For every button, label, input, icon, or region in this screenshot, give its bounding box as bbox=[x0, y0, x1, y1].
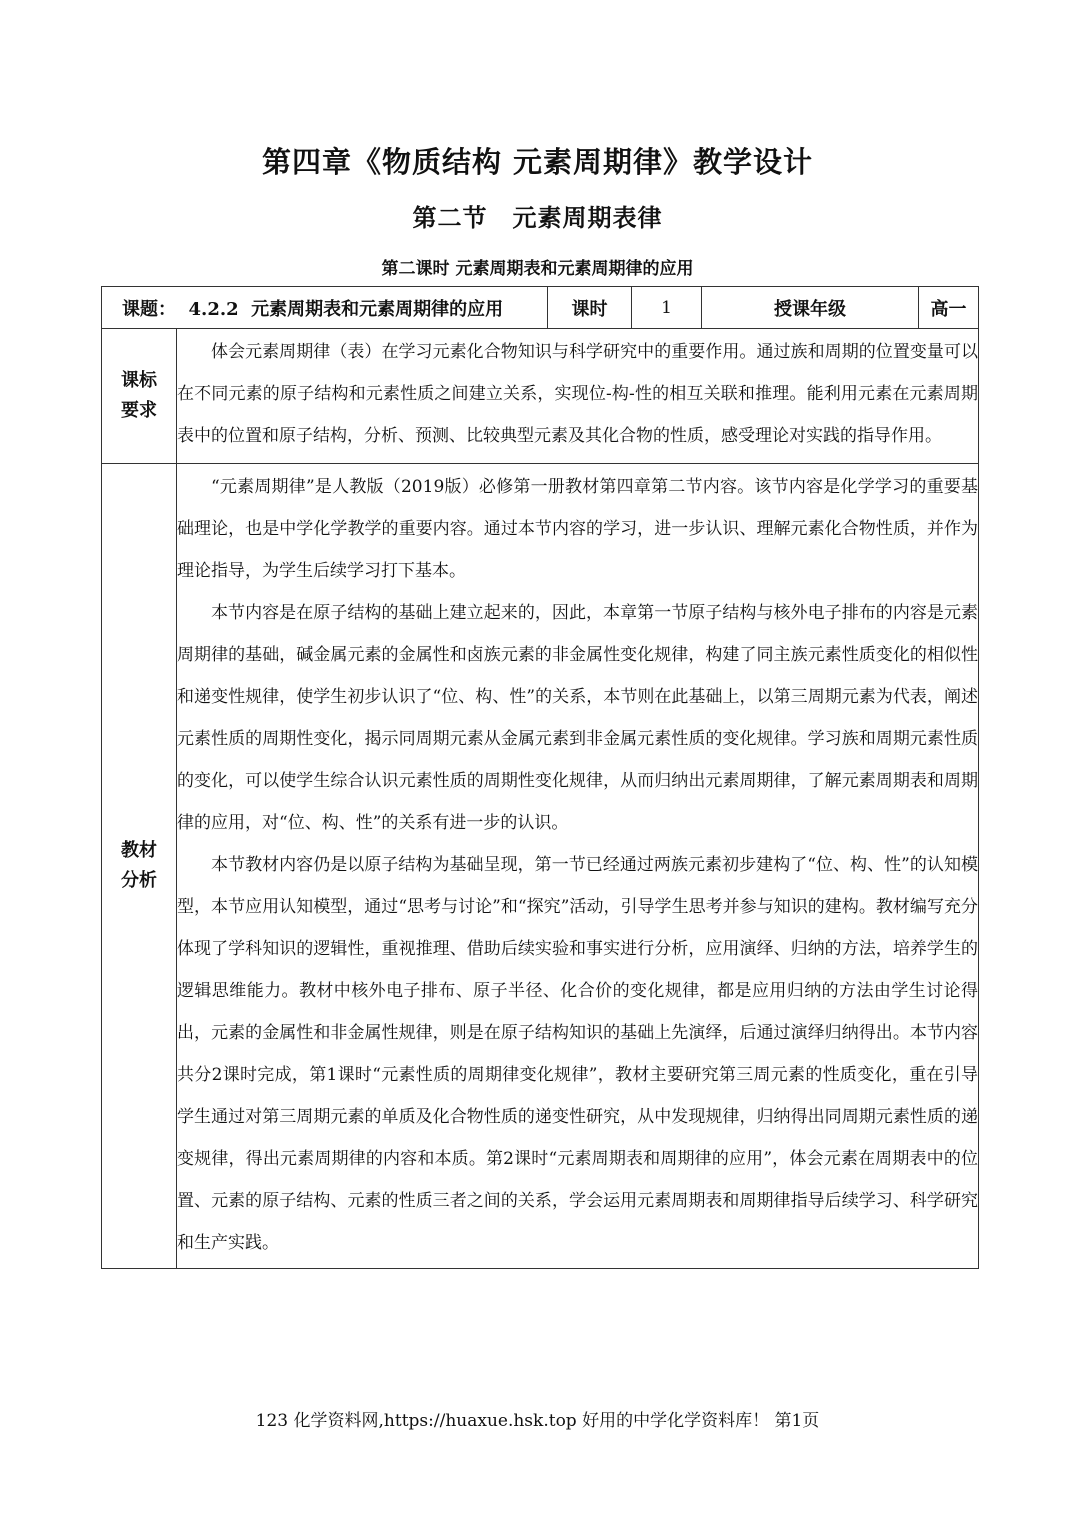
document-title: 第四章《物质结构 元素周期律》教学设计 bbox=[261, 145, 814, 179]
analysis-label bbox=[102, 464, 177, 1269]
requirements-text: 体会元素周期律（表）在学习元素化合物知识与科学研究中的重要作用。通过族和周期的位置变量可以在不同元素的原子结构和元素性质之间建立关系，实现位-构-性的相互关联和推理。能利用元素在元素周期表中的位置和原子结构，分析、预测、比较典型元素及其化合物的性质，感受理论对实践的指导作用。 bbox=[177, 342, 979, 446]
lesson-title: 第二课时 元素周期表和元素周期律的应用 bbox=[381, 259, 694, 279]
requirements-label-line2: 要求 bbox=[121, 400, 157, 421]
analysis-row bbox=[102, 464, 979, 1269]
period-value: 1 bbox=[632, 287, 702, 329]
header-row bbox=[102, 287, 979, 329]
analysis-paragraph: “元素周期律”是人教版（2019版）必修第一册教材第四章第二节内容。该节内容是化学学习的重要基础理论，也是中学化学教学的重要内容。通过本节内容的学习，进一步认识、理解元素化合物性质，并作为理论指导，为学生后续学习打下基本。 bbox=[177, 477, 979, 581]
analysis-paragraph: 本节内容是在原子结构的基础上建立起来的，因此，本章第一节原子结构与核外电子排布的内容是元素周期律的基础，碱金属元素的金属性和卤族元素的非金属性变化规律，构建了同主族元素性质变化的相似性和递变性规律，使学生初步认识了“位、构、性”的关系，本节则在此基础上，以第三周期元素为代表，阐述元素性质的周期性变化，揭示同周期元素从金属元素到非金属元素性质的变化规律。学习族和周期元素性质的变化，可以使学生综合认识元素性质的周期性变化规律，从而归纳出元素周期律，了解元素周期表和周期律的应用，对“位、构、性”的关系有进一步的认识。 bbox=[177, 603, 979, 833]
analysis-label-line1: 教材 bbox=[121, 840, 157, 861]
requirements-row bbox=[102, 329, 979, 464]
section-title: 第二节 元素周期表律 bbox=[412, 203, 663, 232]
analysis-paragraph: 本节教材内容仍是以原子结构为基础呈现，第一节已经通过两族元素初步建构了“位、构、性”的认知模型，本节应用认知模型，通过“思考与讨论”和“探究”活动，引导学生思考并参与知识的建构。教材编写充分体现了学科知识的逻辑性，重视推理、借助后续实验和事实进行分析，应用演绎、归纳的方法，培养学生的逻辑思维能力。教材中核外电子排布、原子半径、化合价的变化规律，都是应用归纳的方法由学生讨论得出，元素的金属性和非金属性规律，则是在原子结构知识的基础上先演绎，后通过演绎归纳得出。本节内容共分2课时完成，第1课时“元素性质的周期律变化规律”，教材主要研究第三周元素的性质变化，重在引导学生通过对第三周期元素的单质及化合物性质的递变性研究，从中发现规律，归纳得出同周期元素性质的递变规律，得出元素周期律的内容和本质。第2课时“元素周期表和周期律的应用”，体会元素在周期表中的位置、元素的原子结构、元素的性质三者之间的关系，学会运用元素周期表和周期律指导后续学习、科学研究和生产实践。 bbox=[177, 855, 979, 1253]
period-label: 课时 bbox=[548, 287, 632, 329]
lesson-plan-table bbox=[101, 286, 979, 1269]
analysis-content bbox=[177, 464, 979, 1269]
topic-cell: 课题： 4.2.2 元素周期表和元素周期律的应用 bbox=[102, 287, 548, 329]
grade-label: 授课年级 bbox=[702, 287, 919, 329]
requirements-content bbox=[177, 329, 979, 464]
page-footer: 123 化学资料网,https://huaxue.hsk.top 好用的中学化学资料库！ 第1页 bbox=[255, 1411, 820, 1431]
grade-value: 高一 bbox=[919, 287, 979, 329]
analysis-label-line2: 分析 bbox=[121, 870, 157, 891]
requirements-label-line1: 课标 bbox=[121, 370, 157, 391]
requirements-label bbox=[102, 329, 177, 464]
